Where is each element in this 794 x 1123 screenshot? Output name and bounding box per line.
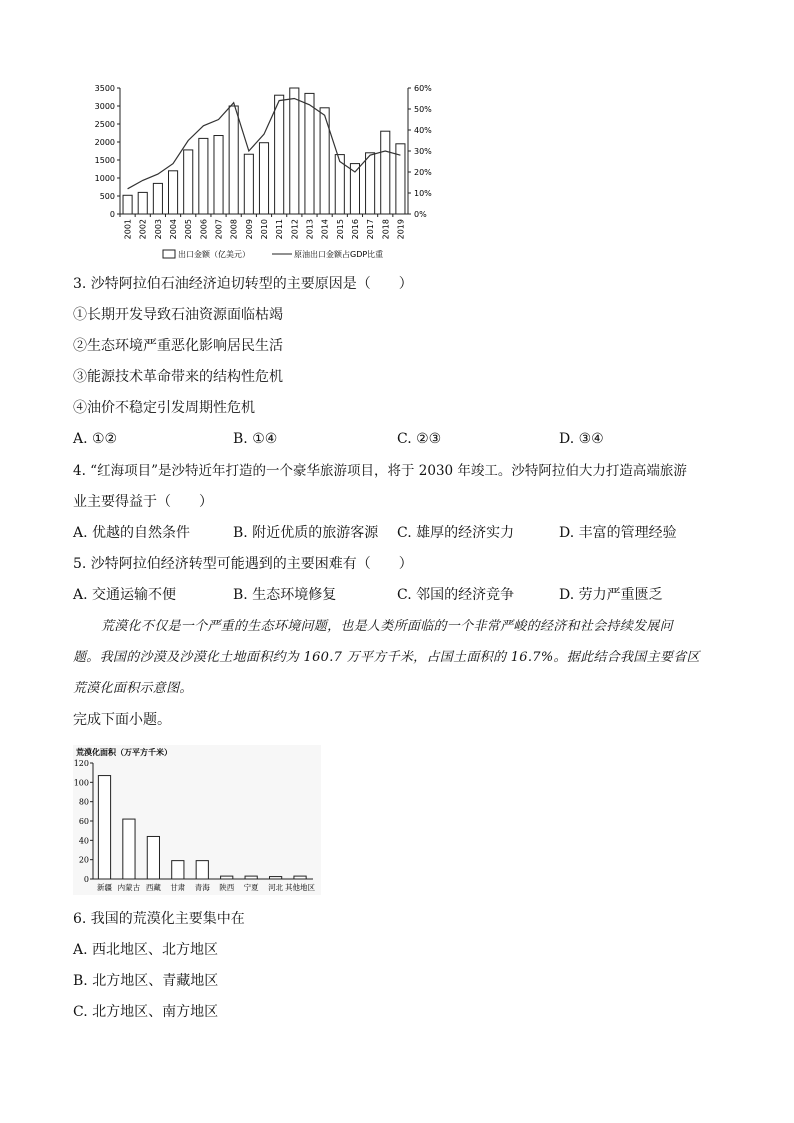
question-3-option-c[interactable]: C. ②③ — [397, 431, 442, 447]
question-5-stem: 5. 沙特阿拉伯经济转型可能遇到的主要困难有（ ） — [73, 556, 413, 572]
question-5-option-d[interactable]: D. 劳力严重匮乏 — [559, 587, 663, 603]
x-tick-label: 甘肃 — [170, 883, 186, 892]
export-bar — [259, 143, 268, 214]
y-left-tick-label: 500 — [99, 192, 115, 201]
x-tick-label: 2002 — [138, 219, 148, 240]
y-left-tick-label: 1000 — [94, 174, 115, 183]
y-right-tick-label: 10% — [414, 189, 432, 198]
desertification-chart — [73, 745, 321, 895]
y-right-tick-label: 50% — [414, 105, 432, 114]
y-tick-label: 100 — [73, 778, 89, 788]
question-5-option-a[interactable]: A. 交通运输不便 — [73, 587, 177, 603]
desertification-bar — [269, 877, 281, 879]
desertification-bar — [123, 819, 135, 879]
x-tick-label: 2017 — [366, 219, 376, 240]
x-tick-label: 2001 — [123, 219, 133, 240]
x-tick-label: 陕西 — [219, 883, 235, 892]
passage-line-1: 荒漠化不仅是一个严重的生态环境问题，也是人类所面临的一个非常严峻的经济和社会持续发展问 — [101, 619, 673, 634]
question-5-option-c[interactable]: C. 邻国的经济竞争 — [397, 587, 515, 603]
x-tick-label: 西藏 — [145, 883, 161, 892]
question-3-item-1: ①长期开发导致石油资源面临枯竭 — [73, 307, 283, 323]
question-3-option-b[interactable]: B. ①④ — [233, 431, 278, 447]
legend-bar-swatch — [163, 250, 175, 258]
export-bar — [199, 138, 208, 214]
x-tick-label: 青海 — [194, 883, 210, 892]
x-tick-label: 2008 — [229, 219, 239, 240]
desertification-bar — [294, 876, 306, 879]
y-right-tick-label: 40% — [414, 126, 432, 135]
question-6-option-a[interactable]: A. 西北地区、北方地区 — [73, 942, 219, 958]
chart-legend — [163, 249, 383, 259]
y-right-tick-label: 20% — [414, 168, 432, 177]
export-bar — [381, 131, 390, 214]
question-4-option-d[interactable]: D. 丰富的管理经验 — [559, 525, 677, 541]
question-4-option-b[interactable]: B. 附近优质的旅游客源 — [233, 525, 379, 541]
y-left-tick-label: 0 — [109, 210, 115, 219]
desertification-bar — [98, 776, 110, 879]
x-tick-label: 其他地区 — [285, 883, 316, 892]
legend-bar-label: 出口金额（亿美元） — [178, 250, 250, 259]
x-tick-label: 2013 — [305, 219, 315, 240]
x-tick-label: 2005 — [184, 219, 194, 240]
y-tick-label: 60 — [78, 817, 89, 826]
x-tick-label: 2019 — [396, 219, 406, 240]
y-left-tick-label: 2000 — [94, 138, 115, 147]
export-bar — [290, 88, 299, 214]
question-6-stem: 6. 我国的荒漠化主要集中在 — [73, 911, 245, 927]
question-4-option-c[interactable]: C. 雄厚的经济实力 — [397, 525, 515, 541]
y-tick-label: 80 — [78, 797, 89, 807]
x-tick-label: 宁夏 — [243, 883, 259, 892]
x-tick-label: 2014 — [320, 219, 330, 240]
question-5-option-b[interactable]: B. 生态环境修复 — [233, 587, 337, 603]
x-tick-label: 2010 — [260, 219, 269, 240]
desertification-bar — [245, 876, 257, 879]
y-right-tick-label: 0% — [414, 210, 427, 219]
export-bar — [153, 183, 162, 214]
x-tick-label: 2007 — [214, 219, 224, 240]
x-tick-label: 新疆 — [96, 883, 112, 892]
y-tick-label: 120 — [73, 759, 89, 768]
export-bar — [138, 192, 147, 214]
desertification-bar — [221, 876, 233, 879]
export-bar — [275, 95, 284, 214]
question-3-item-2: ②生态环境严重恶化影响居民生活 — [73, 338, 283, 354]
export-bar — [123, 195, 132, 214]
question-4-stem-cont: 业主要得益于（ ） — [73, 494, 213, 510]
question-3-item-3: ③能源技术革命带来的结构性危机 — [73, 369, 283, 385]
question-4-stem: 4. “红海项目”是沙特近年打造的一个豪华旅游项目，将于 2030 年竣工。沙特阿拉伯大力打造高端旅游 — [73, 463, 687, 479]
desertification-bar — [172, 861, 184, 879]
export-gdp-chart — [80, 78, 460, 263]
x-tick-label: 2006 — [199, 219, 209, 240]
y-left-tick-label: 3000 — [94, 102, 115, 111]
x-tick-label: 2015 — [335, 219, 345, 240]
desertification-bar — [196, 861, 208, 879]
y-left-tick-label: 1500 — [94, 156, 115, 165]
x-tick-label: 2016 — [350, 219, 360, 240]
x-tick-label: 2009 — [244, 219, 254, 240]
y-tick-label: 20 — [78, 855, 89, 865]
y-left-tick-label: 3500 — [94, 84, 115, 93]
x-tick-label: 2018 — [381, 219, 391, 240]
y-tick-label: 40 — [78, 836, 89, 846]
question-3-option-a[interactable]: A. ①② — [73, 431, 118, 447]
question-4-option-a[interactable]: A. 优越的自然条件 — [73, 525, 191, 541]
export-bar — [169, 171, 178, 214]
x-tick-label: 内蒙古 — [117, 883, 141, 892]
x-tick-label: 2011 — [275, 219, 285, 240]
question-3-item-4: ④油价不稳定引发周期性危机 — [73, 400, 255, 416]
question-6-option-b[interactable]: B. 北方地区、青藏地区 — [73, 973, 219, 989]
question-6-option-c[interactable]: C. 北方地区、南方地区 — [73, 1004, 219, 1020]
y-right-tick-label: 30% — [414, 147, 432, 156]
export-bar — [229, 106, 238, 214]
question-3-option-d[interactable]: D. ③④ — [559, 431, 604, 447]
export-bar — [366, 153, 375, 214]
passage-line-3: 荒漠化面积示意图。 — [73, 681, 193, 696]
x-tick-label: 2003 — [153, 219, 163, 240]
export-bar — [305, 93, 314, 214]
export-bar — [184, 150, 193, 214]
desertification-bar — [147, 836, 159, 879]
export-bar — [244, 154, 253, 214]
question-3-stem: 3. 沙特阿拉伯石油经济迫切转型的主要原因是（ ） — [73, 276, 413, 292]
x-tick-label: 河北 — [268, 883, 284, 892]
chart-title: 荒漠化面积（万平方千米） — [76, 747, 172, 757]
x-tick-label: 2004 — [169, 219, 179, 240]
export-bar — [214, 136, 223, 214]
passage-line-2: 题。我国的沙漠及沙漠化土地面积约为 160.7 万平方千米，占国土面积的 16.7%。据此结合我国主要省区 — [73, 650, 700, 665]
y-right-tick-label: 60% — [414, 84, 432, 93]
legend-line-label: 原油出口金额占GDP比重 — [294, 250, 384, 259]
instruction-text: 完成下面小题。 — [73, 712, 171, 728]
y-tick-label: 0 — [83, 875, 89, 884]
y-left-tick-label: 2500 — [94, 120, 115, 129]
x-tick-label: 2012 — [290, 219, 300, 240]
